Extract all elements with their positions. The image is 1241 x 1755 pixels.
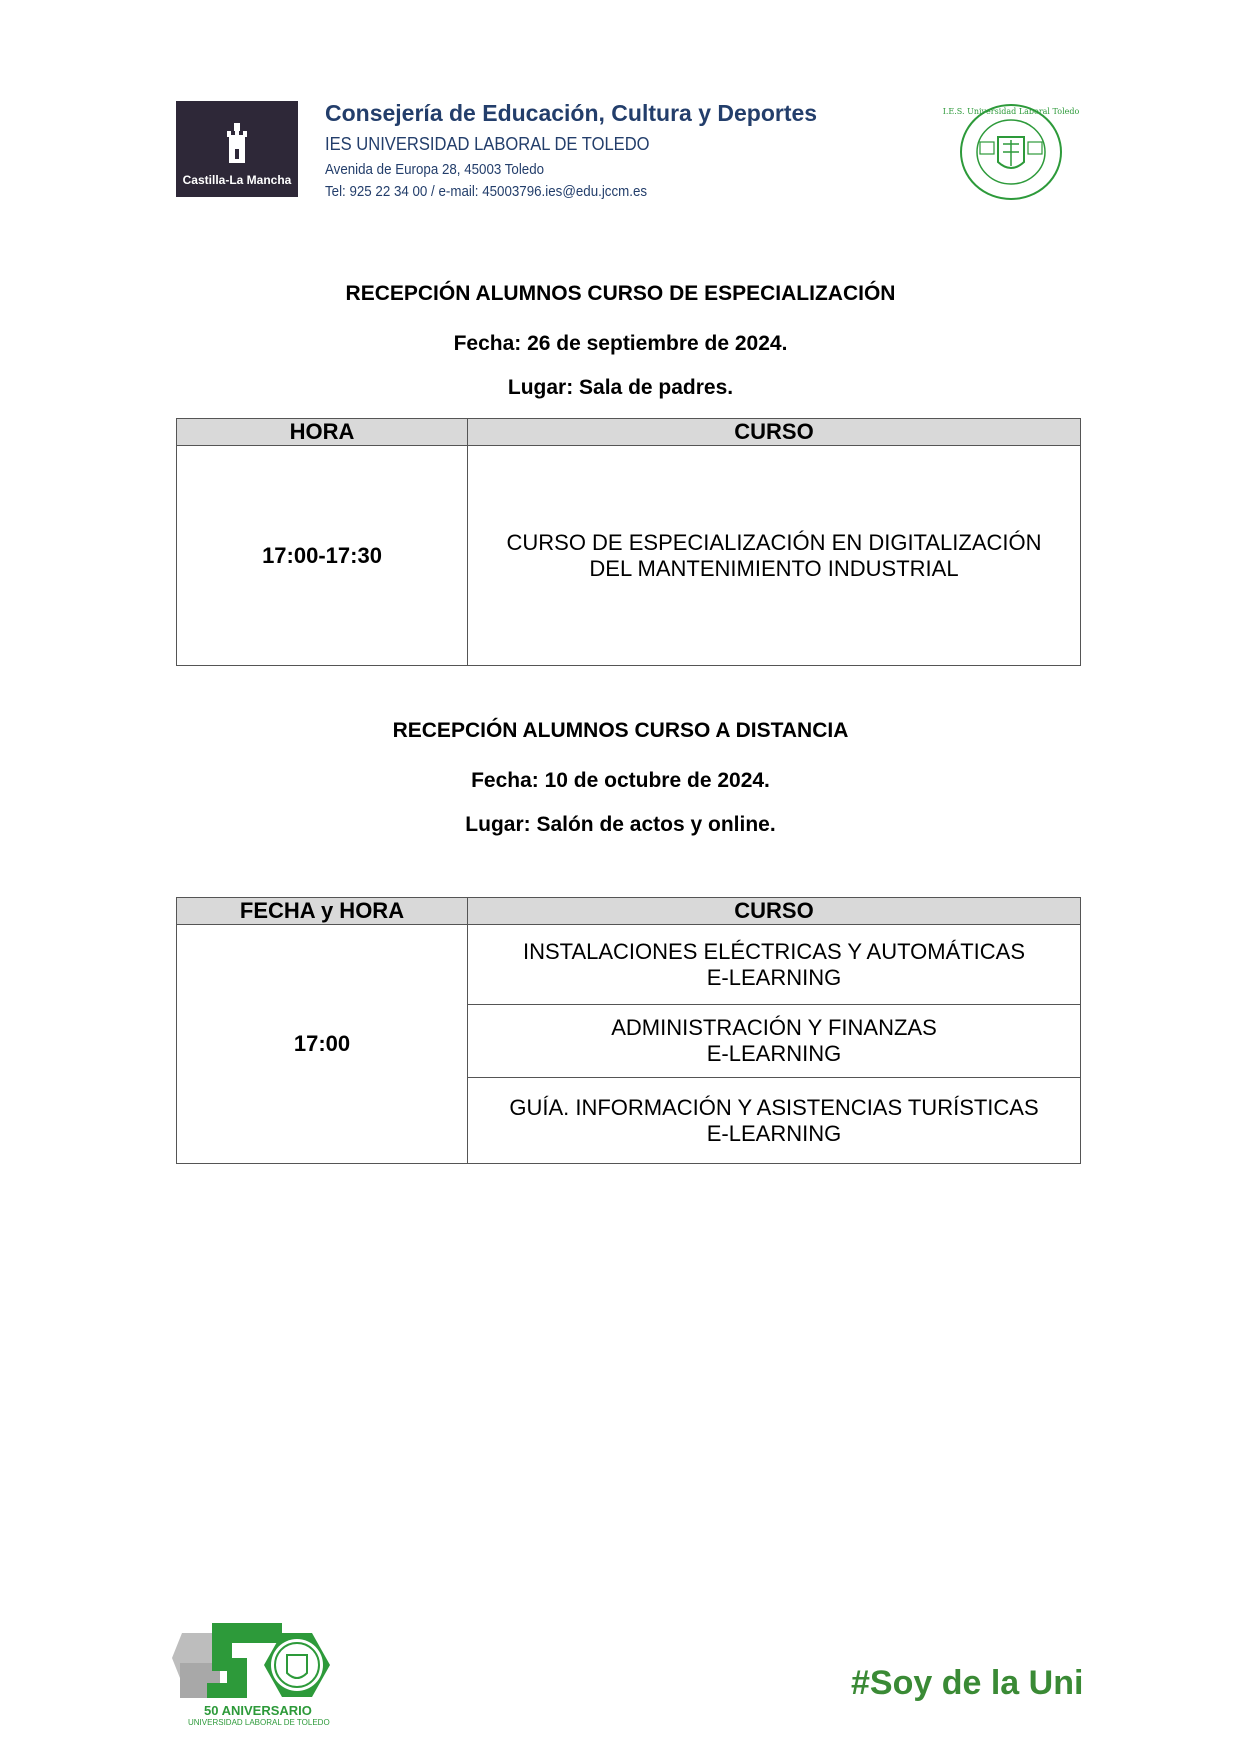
course-name: ADMINISTRACIÓN Y FINANZAS [611, 1015, 937, 1040]
section2-date: Fecha: 10 de octubre de 2024. [471, 769, 770, 792]
section2-place: Lugar: Salón de actos y online. [465, 813, 776, 836]
column-header-course: CURSO [468, 898, 1081, 925]
course-name-line1: CURSO DE ESPECIALIZACIÓN EN DIGITALIZACIÓN [506, 529, 1042, 555]
section1-table [176, 418, 1081, 666]
hashtag-text: #Soy de la Uni [851, 1664, 1084, 1702]
course-cell [468, 1078, 1081, 1164]
course-cell [468, 925, 1081, 1005]
section1-place: Lugar: Sala de padres. [507, 376, 734, 399]
castilla-la-mancha-logo [176, 101, 298, 197]
anniversary-subtext: UNIVERSIDAD LABORAL DE TOLEDO [188, 1718, 330, 1727]
school-contact: Tel: 925 22 34 00 / e-mail: 45003796.ies@edu.jccm.es [325, 184, 648, 200]
course-name-line2: DEL MANTENIMIENTO INDUSTRIAL [589, 555, 959, 581]
column-header-course: CURSO [468, 419, 1081, 446]
table-row [177, 925, 1081, 1005]
anniversary-text: 50 ANIVERSARIO [204, 1703, 312, 1718]
section2-table [176, 897, 1081, 1164]
table-row [177, 446, 1081, 666]
table-header-row [177, 419, 1081, 446]
castle-icon [224, 121, 250, 167]
course-name: GUÍA. INFORMACIÓN Y ASISTENCIAS TURÍSTICAS [509, 1094, 1039, 1120]
school-name: IES UNIVERSIDAD LABORAL DE TOLEDO [325, 134, 650, 154]
time-cell: 17:00-17:30 [177, 446, 468, 666]
course-mode: E-LEARNING [706, 1120, 842, 1146]
course-mode: E-LEARNING [706, 1041, 842, 1066]
section2-title: RECEPCIÓN ALUMNOS CURSO A DISTANCIA [392, 719, 849, 742]
section1-title: RECEPCIÓN ALUMNOS CURSO DE ESPECIALIZACIÓN [345, 282, 896, 305]
school-address: Avenida de Europa 28, 45003 Toledo [325, 162, 545, 178]
course-cell [468, 1005, 1081, 1078]
course-name: INSTALACIONES ELÉCTRICAS Y AUTOMÁTICAS [522, 938, 1026, 964]
column-header-date-time: FECHA y HORA [177, 898, 468, 925]
logo-text: Castilla-La Mancha [182, 173, 292, 187]
seal-text: I.E.S. Universidad Laboral Toledo [942, 107, 1080, 116]
section1-date: Fecha: 26 de septiembre de 2024. [453, 332, 788, 355]
table-header-row [177, 898, 1081, 925]
school-seal-icon [942, 102, 1080, 202]
time-cell: 17:00 [177, 925, 468, 1164]
header-title: Consejería de Educación, Cultura y Deportes [325, 100, 818, 126]
column-header-time: HORA [177, 419, 468, 446]
course-cell [468, 446, 1081, 666]
course-mode: E-LEARNING [706, 964, 842, 990]
